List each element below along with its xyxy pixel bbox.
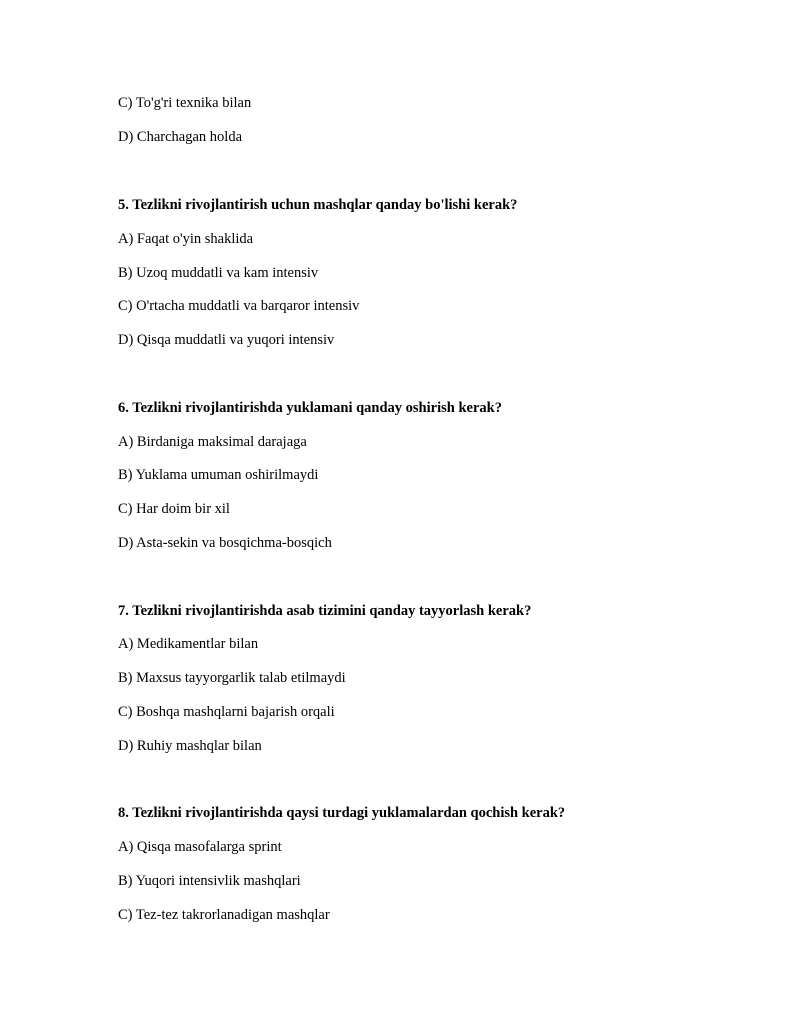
option-b: B) Uzoq muddatli va kam intensiv bbox=[118, 265, 319, 281]
question-5-text: 5. Tezlikni rivojlantirish uchun mashqlar qanday bo'lishi kerak? bbox=[118, 197, 518, 213]
question-8-text: 8. Tezlikni rivojlantirishda qaysi turdagi yuklamalardan qochish kerak? bbox=[118, 805, 566, 821]
option-c: C) Boshqa mashqlarni bajarish orqali bbox=[118, 704, 335, 720]
option-c: C) O'rtacha muddatli va barqaror intensiv bbox=[118, 298, 360, 314]
option-d: D) Asta-sekin va bosqichma-bosqich bbox=[118, 535, 332, 551]
option-d: D) Charchagan holda bbox=[118, 129, 243, 145]
option-d: D) Ruhiy mashqlar bilan bbox=[118, 738, 262, 754]
option-d: D) Qisqa muddatli va yuqori intensiv bbox=[118, 332, 335, 348]
option-a: A) Birdaniga maksimal darajaga bbox=[118, 434, 307, 450]
option-c: C) To'g'ri texnika bilan bbox=[118, 95, 252, 111]
option-b: B) Yuklama umuman oshirilmaydi bbox=[118, 467, 319, 483]
question-6-text: 6. Tezlikni rivojlantirishda yuklamani qanday oshirish kerak? bbox=[118, 400, 502, 416]
option-c: C) Tez-tez takrorlanadigan mashqlar bbox=[118, 907, 330, 923]
option-a: A) Medikamentlar bilan bbox=[118, 636, 259, 652]
option-a: A) Faqat o'yin shaklida bbox=[118, 231, 254, 247]
option-b: B) Maxsus tayyorgarlik talab etilmaydi bbox=[118, 670, 346, 686]
option-c: C) Har doim bir xil bbox=[118, 501, 230, 517]
option-a: A) Qisqa masofalarga sprint bbox=[118, 839, 282, 855]
question-7-text: 7. Tezlikni rivojlantirishda asab tizimini qanday tayyorlash kerak? bbox=[118, 603, 532, 619]
option-b: B) Yuqori intensivlik mashqlari bbox=[118, 873, 301, 889]
